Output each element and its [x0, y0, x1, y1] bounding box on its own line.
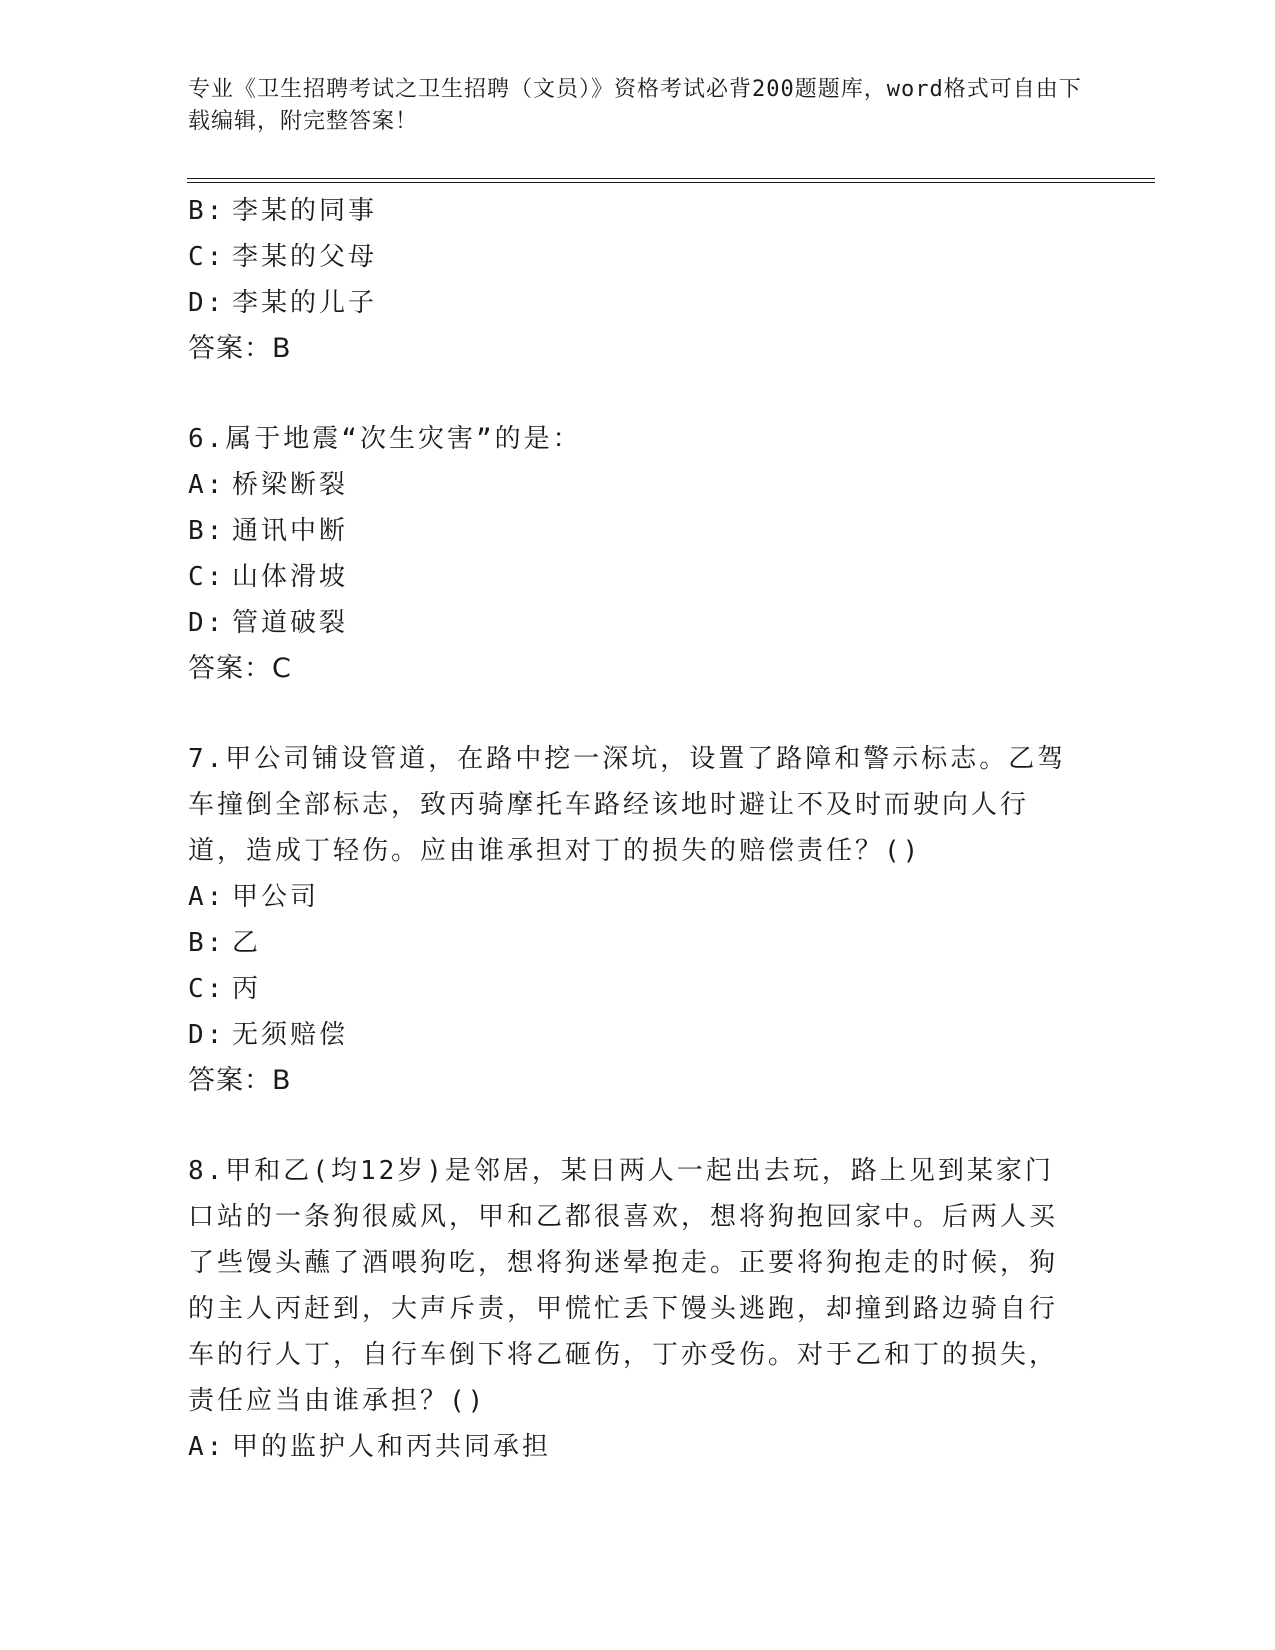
answer-line: 答案：C [188, 653, 292, 684]
option-text: 甲公司 [232, 882, 320, 912]
option-text: 李某的父母 [232, 242, 378, 272]
question-7 [188, 736, 1068, 1104]
option-a [188, 1424, 1068, 1470]
option-b [188, 188, 1068, 234]
question-text: 6.属于地震“次生灾害”的是： [188, 424, 582, 454]
option-text: 李某的儿子 [232, 288, 378, 318]
option-b [188, 920, 1068, 966]
option-c [188, 554, 1068, 600]
option-text: 管道破裂 [232, 608, 349, 638]
option-text: 乙 [232, 928, 262, 958]
spacer [188, 372, 1068, 416]
option-key: A: [188, 1432, 226, 1462]
option-key: B: [188, 516, 226, 546]
answer-line: 答案：B [188, 333, 292, 364]
question-8 [188, 1148, 1068, 1470]
option-b [188, 508, 1068, 554]
option-key: D: [188, 1020, 226, 1050]
option-text: 丙 [232, 974, 262, 1004]
spacer [188, 1104, 1068, 1148]
option-a [188, 462, 1068, 508]
header-title: 专业《卫生招聘考试之卫生招聘（文员）》资格考试必背200题题库，word格式可自由下载编辑，附完整答案！ [188, 77, 1082, 134]
question-text: 8.甲和乙(均12岁)是邻居，某日两人一起出去玩，路上见到某家门口站的一条狗很威风，甲和乙都很喜欢，想将狗抱回家中。后两人买了些馒头蘸了酒喂狗吃，想将狗迷晕抱走。正要将狗抱走的时候，狗的主人丙赶到，大声斥责，甲慌忙丢下馒头逃跑，却撞到路边骑自行车的行人丁，自行车倒下将乙砸伤，丁亦受伤。对于乙和丁的损失，责任应当由谁承担？() [188, 1156, 1059, 1416]
document-header [188, 74, 1088, 138]
question-6 [188, 416, 1068, 692]
option-key: B: [188, 928, 226, 958]
question-fragment [188, 188, 1068, 372]
option-d [188, 1012, 1068, 1058]
option-key: A: [188, 470, 226, 500]
spacer [188, 692, 1068, 736]
document-body [188, 188, 1068, 1470]
option-key: D: [188, 608, 226, 638]
option-d [188, 600, 1068, 646]
option-key: C: [188, 974, 226, 1004]
option-text: 甲的监护人和丙共同承担 [232, 1432, 552, 1462]
option-text: 山体滑坡 [232, 562, 349, 592]
option-key: C: [188, 562, 226, 592]
answer-line: 答案：B [188, 1065, 292, 1096]
option-text: 通讯中断 [232, 516, 349, 546]
option-key: D: [188, 288, 226, 318]
option-a [188, 874, 1068, 920]
option-text: 李某的同事 [232, 196, 378, 226]
option-c [188, 966, 1068, 1012]
option-text: 桥梁断裂 [232, 470, 349, 500]
option-key: B: [188, 196, 226, 226]
option-c [188, 234, 1068, 280]
option-d [188, 280, 1068, 326]
header-double-rule [187, 178, 1155, 183]
option-key: C: [188, 242, 226, 272]
option-text: 无须赔偿 [232, 1020, 349, 1050]
option-key: A: [188, 882, 226, 912]
question-text: 7.甲公司铺设管道，在路中挖一深坑，设置了路障和警示标志。乙驾车撞倒全部标志，致丙骑摩托车路经该地时避让不及时而驶向人行道，造成丁轻伤。应由谁承担对丁的损失的赔偿责任？() [188, 744, 1067, 866]
